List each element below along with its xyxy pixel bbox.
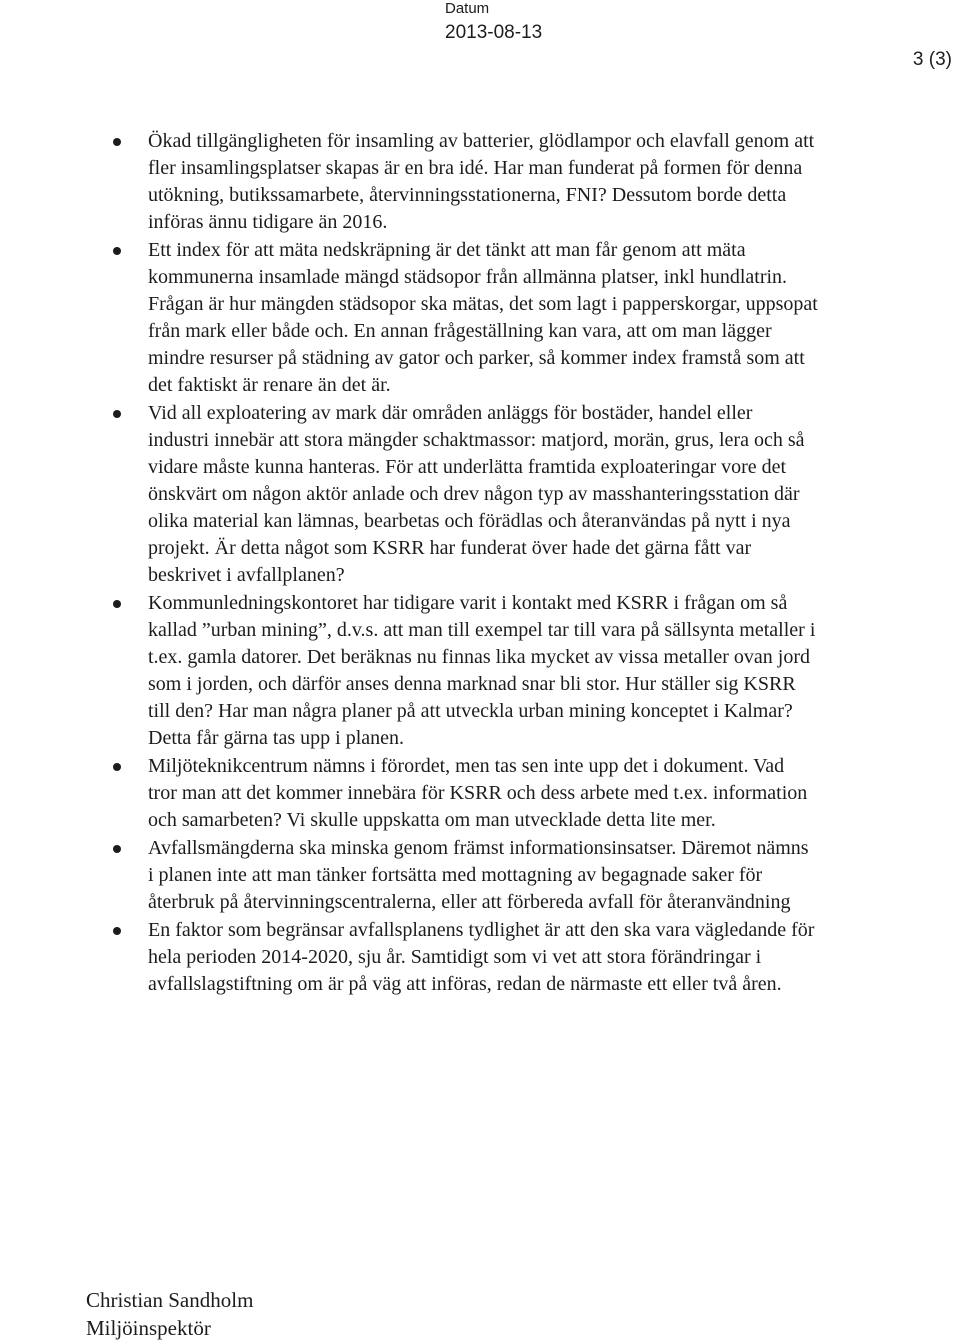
- list-item: [0, 400, 818, 589]
- list-item: [0, 835, 818, 916]
- bullet-icon: [113, 410, 121, 418]
- list-item: [0, 590, 818, 752]
- list-item-text: Kommunledningskontoret har tidigare varit i kontakt med KSRR i frågan om så kallad ”urban mining”, d.v.s. att man till exempel tar till vara på sällsynta metaller i t.ex. gamla datorer. Det beräknas nu finnas lika mycket av vissa metaller ovan jord som i jorden, och därför anses denna marknad snar bli stor. Hur ställer sig KSRR till den? Har man några planer på att utveckla urban mining konceptet i Kalmar? Detta får gärna tas upp i planen.: [148, 592, 816, 749]
- list-item-text: Avfallsmängderna ska minska genom främst informationsinsatser. Däremot nämns i planen inte att man tänker fortsätta med mottagning av begagnade saker för återbruk på återvinningscentralerna, eller att förbereda avfall för återanvändning: [148, 837, 809, 913]
- list-item: [0, 237, 818, 399]
- list-item: [0, 753, 818, 834]
- list-item-text: Ökad tillgängligheten för insamling av batterier, glödlampor och elavfall genom att fler insamlingsplatser skapas är en bra idé. Har man funderat på formen för denna utökning, butikssamarbete, återvinningsstationerna, FNI? Dessutom borde detta införas ännu tidigare än 2016.: [148, 130, 815, 233]
- bullet-icon: [113, 845, 121, 853]
- page-number: 3 (3): [912, 49, 952, 70]
- signature-block: [86, 1286, 253, 1342]
- bullet-icon: [113, 927, 121, 935]
- list-item-text: Ett index för att mäta nedskräpning är det tänkt att man får genom att mäta kommunerna insamlade mängd städsopor från allmänna platser, inkl hundlatrin. Frågan är hur mängden städsopor ska mätas, det som lagt i papperskorgar, uppsopat från mark eller både och. En annan frågeställning kan vara, att om man lägger mindre resurser på städning av gator och parker, så kommer index framstå som att det faktiskt är renare än det är.: [148, 239, 818, 396]
- date-value: 2013-08-13: [445, 22, 543, 43]
- comment-list: [0, 128, 960, 999]
- list-item-text: Vid all exploatering av mark där områden anläggs för bostäder, handel eller industri innebär att stora mängder schaktmassor: matjord, morän, grus, lera och så vidare måste kunna hanteras. För att underlätta framtida exploateringar vore det önskvärt om någon aktör anlade och drev någon typ av masshanteringsstation där olika material kan lämnas, bearbetas och förädlas och återanvändas på nytt i nya projekt. Är detta något som KSRR har funderat över hade det gärna fått var beskrivet i avfallplanen?: [148, 402, 805, 586]
- list-item: [0, 128, 818, 236]
- document-date-block: [445, 0, 542, 46]
- bullet-icon: [113, 247, 121, 255]
- bullet-icon: [113, 763, 121, 771]
- bullet-icon: [113, 600, 121, 608]
- list-item-text: En faktor som begränsar avfallsplanens tydlighet är att den ska vara vägledande för hela perioden 2014-2020, sju år. Samtidigt som vi vet att stora förändringar i avfallslagstiftning om är på väg att införas, redan de närmaste ett eller två åren.: [148, 919, 815, 995]
- signature-name: Christian Sandholm: [86, 1288, 254, 1312]
- date-label: Datum: [445, 0, 490, 17]
- list-item: [0, 917, 818, 998]
- list-item-text: Miljöteknikcentrum nämns i förordet, men tas sen inte upp det i dokument. Vad tror man att det kommer innebära för KSRR och dess arbete med t.ex. information och samarbeten? Vi skulle uppskatta om man utvecklade detta lite mer.: [148, 755, 808, 831]
- signature-title: Miljöinspektör: [86, 1316, 211, 1340]
- bullet-icon: [113, 138, 121, 146]
